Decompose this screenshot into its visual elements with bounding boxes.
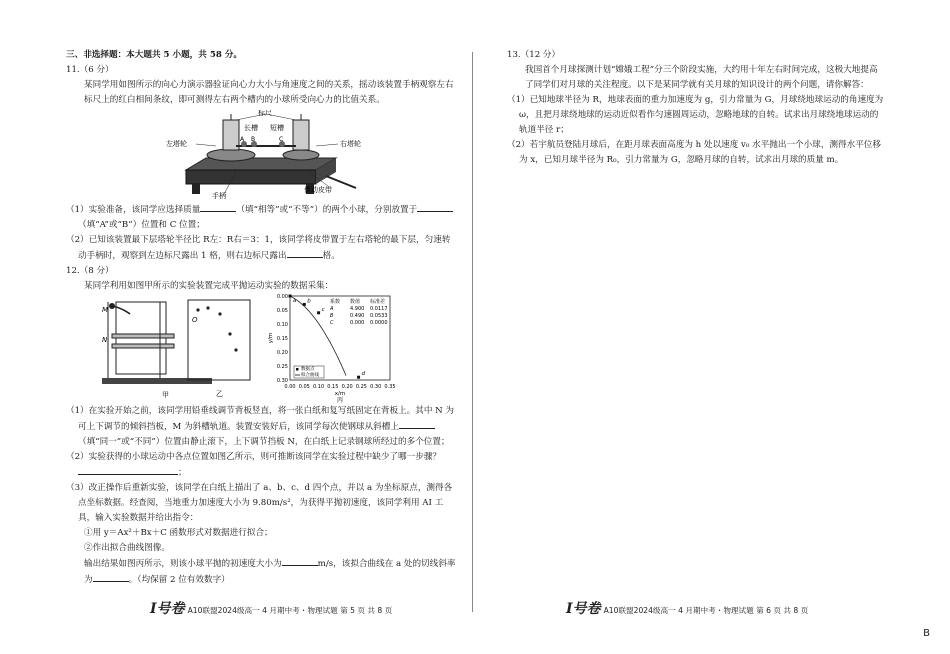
table-cell: 0.0533 [370, 313, 388, 319]
centripetal-apparatus-diagram [66, 110, 458, 200]
footer-left: I号卷 A10联盟2024级高一 4 月期中考・物理试题 第 5 页 共 8 页 [150, 601, 393, 617]
label-left-tower: 左塔轮 [166, 140, 187, 148]
label-right-tower: 右塔轮 [340, 140, 361, 148]
label-b: B [251, 136, 256, 143]
fit-curve [290, 296, 346, 376]
label-a: A [240, 136, 245, 143]
corner-mark: B [923, 628, 930, 639]
y-tick-label: 0.30 [276, 378, 288, 384]
point-label: c [321, 306, 325, 313]
legend-label: 拟合曲线 [301, 373, 319, 378]
x-tick-label: 0.05 [298, 384, 310, 390]
x-axis-label: x/m [334, 391, 346, 397]
x-tick-label: 0.30 [370, 384, 382, 390]
q12-step2: ②作出拟合曲线图像。 [84, 543, 170, 553]
q12-figures [66, 294, 458, 404]
y-tick-label: 0.20 [276, 350, 288, 356]
figure-yi-points [186, 298, 266, 404]
point-label: b [307, 298, 311, 305]
q13-part1: （1）已知地球半径为 R，地球表面的重力加速度为 g，引力常量为 G，月球绕地球运动的角速度为 ω，且把月球绕地球的运动近似看作匀速圆周运动，忽略地球的自转。试求出月球绕地球运动的轨道半径 r； [507, 95, 884, 135]
x-tick-label: 0.25 [355, 384, 367, 390]
table-cell: 0.490 [350, 313, 365, 319]
caption-yi: 乙 [216, 390, 223, 398]
table-cell: 4.900 [350, 306, 365, 312]
y-tick-label: 0.00 [276, 294, 288, 300]
label-handle: 手柄 [212, 192, 226, 200]
footer-right: I号卷 A10联盟2024级高一 4 月期中考・物理试题 第 6 页 共 8 页 [566, 601, 809, 617]
answer-blank[interactable] [93, 572, 129, 582]
logo-mark: I号卷 [150, 601, 185, 617]
label-long-slot: 长槽 [244, 124, 258, 132]
table-cell: B [330, 313, 334, 319]
q11-number: 11.（6 分） [66, 65, 114, 75]
q13-intro: 我国首个月球探测计划“嫦娥工程”分三个阶段实施，大约用十年左右时间完成，这极大地提高了同学们对月球的关注程度。以下是某同学就有关月球的知识设计的两个问题，请你解答： [525, 65, 878, 90]
answer-blank[interactable] [200, 202, 236, 212]
legend-marker-points [296, 368, 299, 371]
table-cell: 0.0000 [370, 320, 388, 326]
figure-bing-fit-chart [264, 290, 434, 406]
q13-part2: （2）若宇航员登陆月球后，在距月球表面高度为 h 处以速度 v₀ 水平抛出一个小球，测得水平位移为 x，已知月球半径为 R₀，引力常量为 G，忽略月球的自转，试求出月球的质量 m。 [507, 140, 881, 165]
table-cell: 0.000 [350, 320, 365, 326]
q12-part2: （2）实验获得的小球运动中各点位置如图乙所示，则可推断该同学在实验过程中缺少了哪一步骤？； [66, 452, 442, 478]
label-n: N [102, 336, 108, 344]
caption-jia: 甲 [162, 391, 169, 399]
table-cell: 0.0117 [370, 306, 388, 312]
label-m: M [102, 306, 109, 314]
answer-blank[interactable] [399, 419, 435, 429]
q12-part1: （1）在实验开始之前，该同学用铅垂线调节背板竖直，将一张白纸和复写纸固定在背板上。其中 N 为可上下调节的倾斜挡板，M 为斜槽轨道。装置安装好后，该同学每次使钢球从斜槽上（填“同一”或“不同”）位置由静止滚下，上下调节挡板 N，在白纸上记录钢球所经过的多个位置； [66, 406, 454, 447]
y-tick-label: 0.10 [276, 322, 288, 328]
q11-part2: （2）已知该装置最下层塔轮半径比 R左：R右＝3：1，该同学将皮带置于左右塔轮的最下层，匀速转动手柄时，观察到左边标尺露出 1 格，则右边标尺露出 格。 [66, 235, 451, 261]
label-o: O [192, 316, 198, 324]
q13-number: 13.（12 分） [507, 50, 561, 60]
data-point [357, 376, 360, 379]
q12-part3: （3）改正操作后重新实验，该同学在白纸上描出了 a、b、c、d 四个点，并以 a 为坐标原点，测得各点坐标数据。经查阅，当地重力加速度大小为 9.80m/s²，为获得平抛初速度，该同学利用 AI 工具，输入实验数据并给出指令： [66, 483, 453, 523]
q11-figure [66, 110, 458, 200]
data-point [303, 303, 306, 306]
table-header: 系数 [330, 299, 341, 305]
x-tick-label: 0.20 [341, 384, 353, 390]
y-tick-label: 0.25 [276, 364, 288, 370]
answer-blank[interactable] [287, 248, 323, 258]
x-tick-label: 0.00 [284, 384, 296, 390]
q12-intro: 某同学利用如图甲所示的实验装置完成平抛运动实验的数据采集： [84, 281, 334, 291]
data-point [317, 311, 320, 314]
y-tick-label: 0.15 [276, 336, 288, 342]
q12-number: 12.（8 分） [66, 266, 114, 276]
q12-step1: ①用 y＝Ax²＋Bx＋C 函数形式对数据进行拟合； [84, 528, 273, 538]
section-header: 三、非选择题：本大题共 5 小题，共 58 分。 [66, 50, 243, 60]
point-label: a [293, 298, 297, 304]
q12-result: 输出结果如图丙所示，则该小球平抛的初速度大小为 m/s，该拟合曲线在 a 处的切线斜率为 。（均保留 2 位有效数字） [66, 556, 458, 588]
table-header: 标准差 [370, 299, 386, 305]
legend-label: 数据点 [301, 367, 315, 372]
q11-intro: 某同学用如图所示的向心力演示器验证向心力大小与角速度之间的关系，摇动该装置手柄观察左右标尺上的红白相间条纹，即可测得左右两个槽内的小球所受向心力的比值关系。 [84, 80, 454, 105]
answer-blank[interactable] [417, 202, 453, 212]
point-label: d [361, 371, 366, 378]
x-tick-label: 0.15 [327, 384, 339, 390]
label-c: C [279, 136, 284, 143]
x-tick-label: 0.35 [384, 384, 396, 390]
answer-blank[interactable] [78, 465, 178, 475]
q11-part1: （1）实验准备，该同学应选择质量 （填“相等”或“不等”）的两个小球，分别放置于（填“A”或“B”）位置和 C 位置； [66, 202, 458, 233]
data-point [289, 295, 292, 298]
column-divider [472, 52, 473, 612]
label-belt: 传动皮带 [304, 186, 332, 194]
y-axis-label: y/m [268, 332, 274, 344]
x-tick-label: 0.10 [313, 384, 325, 390]
answer-blank[interactable] [282, 556, 318, 566]
left-column [66, 48, 458, 588]
chart-caption: 丙 [336, 397, 344, 404]
label-ruler: 标尺 [258, 110, 272, 117]
table-header: 数值 [350, 299, 361, 305]
label-short-slot: 短槽 [270, 124, 284, 132]
table-cell: A [330, 306, 334, 312]
right-column [507, 48, 885, 168]
logo-mark: I号卷 [566, 601, 601, 617]
y-tick-label: 0.05 [276, 308, 288, 314]
table-cell: C [330, 320, 334, 326]
